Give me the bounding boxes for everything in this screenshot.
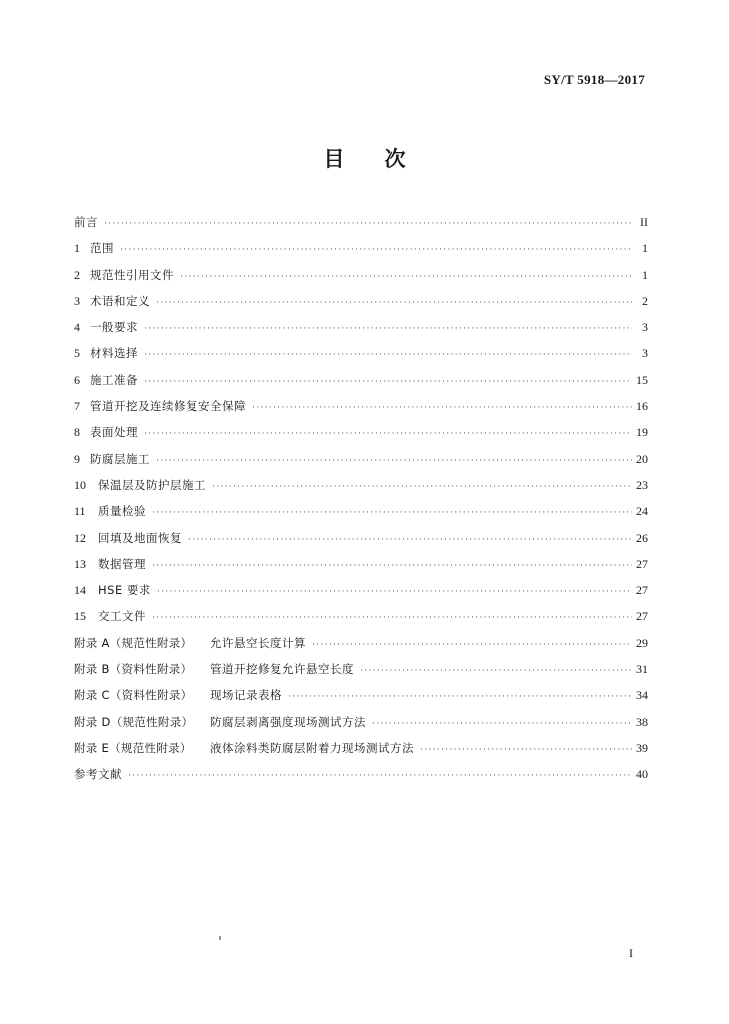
dot-leader <box>104 210 632 236</box>
toc-entry-title: 表面处理 <box>90 425 138 440</box>
toc-entry-page: 16 <box>636 399 648 414</box>
title-char-2: 次 <box>384 147 406 171</box>
toc-entry-references[interactable] <box>74 761 648 787</box>
toc-entry-page: 31 <box>636 662 648 677</box>
toc-entry-page: 27 <box>636 609 648 624</box>
appendix-label: 附录 C（资料性附录） <box>74 688 193 703</box>
toc-entry-number: 7 <box>74 399 80 414</box>
toc-entry-title: 现场记录表格 <box>210 688 282 703</box>
toc-entry-title: 液体涂料类防腐层附着力现场测试方法 <box>210 740 414 755</box>
toc-appendix-e[interactable] <box>74 735 648 761</box>
toc-entry-page: 1 <box>642 241 648 256</box>
dot-leader <box>144 315 632 341</box>
page-number: I <box>629 946 633 960</box>
dot-leader <box>144 420 632 446</box>
toc-entry-title: HSE 要求 <box>98 583 151 598</box>
toc-entry-number: 6 <box>74 372 80 387</box>
toc-entry-title: 一般要求 <box>90 320 138 335</box>
toc-entry-number: 10 <box>74 477 86 492</box>
toc-entry[interactable] <box>74 393 648 419</box>
toc-entry-foreword[interactable] <box>74 209 648 235</box>
appendix-label: 附录 B（资料性附录） <box>74 662 193 677</box>
toc-entry-page: II <box>640 215 648 229</box>
toc-entry-title: 管道开挖及连续修复安全保障 <box>90 399 246 414</box>
toc-appendix-b[interactable] <box>74 656 648 682</box>
toc-entry[interactable] <box>74 314 648 340</box>
appendix-label: 附录 E（规范性附录） <box>74 740 192 755</box>
toc-entry[interactable] <box>74 603 648 629</box>
toc-entry-title: 施工准备 <box>90 372 138 387</box>
toc-entry-page: 27 <box>636 556 648 571</box>
toc-entry[interactable] <box>74 525 648 551</box>
toc-entry-number: 8 <box>74 425 80 440</box>
dot-leader <box>152 552 632 578</box>
dot-leader <box>144 368 632 394</box>
toc-entry-title: 术语和定义 <box>90 293 150 308</box>
table-of-contents <box>74 209 648 788</box>
toc-entry[interactable] <box>74 472 648 498</box>
toc-entry-number: 4 <box>74 320 80 335</box>
toc-entry-number: 3 <box>74 293 80 308</box>
toc-entry-number: 9 <box>74 451 80 466</box>
toc-entry-page: 34 <box>636 688 648 703</box>
toc-appendix-a[interactable] <box>74 630 648 656</box>
toc-entry-title: 质量检验 <box>98 504 146 519</box>
toc-entry-title: 规范性引用文件 <box>90 267 174 282</box>
toc-entry-title: 允许悬空长度计算 <box>210 635 306 650</box>
title-char-1: 目 <box>323 147 345 171</box>
toc-entry[interactable] <box>74 288 648 314</box>
standard-code: SY/T 5918—2017 <box>543 72 645 87</box>
toc-entry-title: 防腐层施工 <box>90 451 150 466</box>
toc-entry-page: 3 <box>642 320 648 335</box>
scan-speck <box>219 936 221 940</box>
dot-leader <box>372 710 632 736</box>
dot-leader <box>252 394 632 420</box>
toc-entry-page: 27 <box>636 583 648 598</box>
toc-entry-number: 15 <box>74 609 86 624</box>
toc-entry-number: 13 <box>74 556 86 571</box>
toc-appendix-d[interactable] <box>74 709 648 735</box>
toc-appendix-c[interactable] <box>74 682 648 708</box>
dot-leader <box>420 736 632 762</box>
toc-entry-title: 交工文件 <box>98 609 146 624</box>
dot-leader <box>288 683 632 709</box>
toc-entry-title: 管道开挖修复允许悬空长度 <box>210 662 354 677</box>
toc-entry-page: 1 <box>642 267 648 282</box>
toc-entry-number: 5 <box>74 346 80 361</box>
toc-entry-page: 24 <box>636 504 648 519</box>
toc-entry[interactable] <box>74 498 648 524</box>
toc-entry-page: 39 <box>636 740 648 755</box>
toc-entry-page: 20 <box>636 451 648 466</box>
toc-entry-number: 14 <box>74 583 86 598</box>
dot-leader <box>128 762 632 788</box>
dot-leader <box>152 499 632 525</box>
dot-leader <box>152 604 632 630</box>
dot-leader <box>312 631 632 657</box>
toc-entry[interactable] <box>74 367 648 393</box>
toc-entry-title: 材料选择 <box>90 346 138 361</box>
toc-entry-page: 40 <box>636 767 648 782</box>
toc-entry-page: 26 <box>636 530 648 545</box>
toc-entry[interactable] <box>74 419 648 445</box>
toc-entry-title: 范围 <box>90 241 114 256</box>
dot-leader <box>156 447 632 473</box>
toc-entry[interactable] <box>74 340 648 366</box>
toc-entry[interactable] <box>74 235 648 261</box>
toc-entry-page: 23 <box>636 477 648 492</box>
dot-leader <box>188 526 632 552</box>
toc-entry-page: 15 <box>636 372 648 387</box>
dot-leader <box>120 236 632 262</box>
toc-entry-number: 1 <box>74 241 80 256</box>
toc-entry-title: 防腐层剥离强度现场测试方法 <box>210 714 366 729</box>
toc-entry-number: 12 <box>74 530 86 545</box>
toc-entry-number: 2 <box>74 267 80 282</box>
toc-entry-page: 38 <box>636 714 648 729</box>
toc-entry-title: 数据管理 <box>98 556 146 571</box>
dot-leader <box>360 657 632 683</box>
toc-entry[interactable] <box>74 577 648 603</box>
toc-entry-page: 2 <box>642 293 648 308</box>
toc-entry-title: 回填及地面恢复 <box>98 530 182 545</box>
dot-leader <box>144 341 632 367</box>
appendix-label: 附录 A（规范性附录） <box>74 635 193 650</box>
toc-entry[interactable] <box>74 262 648 288</box>
toc-entry-number: 11 <box>74 504 86 519</box>
toc-entry-title: 前言 <box>74 215 98 229</box>
dot-leader <box>212 473 632 499</box>
toc-entry[interactable] <box>74 446 648 472</box>
page-title <box>0 143 729 173</box>
toc-entry[interactable] <box>74 551 648 577</box>
dot-leader <box>156 289 632 315</box>
dot-leader <box>180 263 632 289</box>
toc-entry-page: 19 <box>636 425 648 440</box>
toc-entry-title: 保温层及防护层施工 <box>98 477 206 492</box>
toc-entry-page: 29 <box>636 635 648 650</box>
appendix-label: 附录 D（规范性附录） <box>74 714 194 729</box>
toc-entry-title: 参考文献 <box>74 767 122 782</box>
toc-entry-page: 3 <box>642 346 648 361</box>
dot-leader <box>157 578 632 604</box>
